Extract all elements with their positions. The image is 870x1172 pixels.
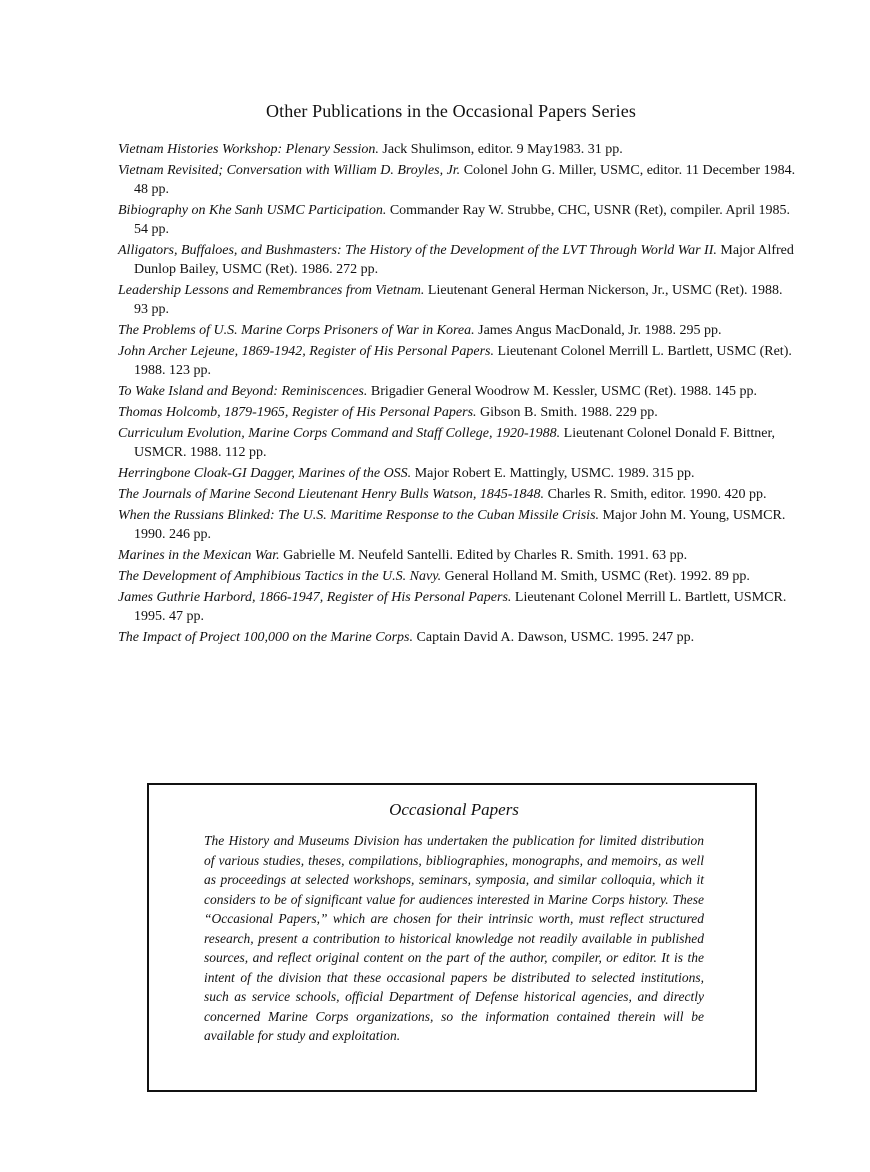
publication-entry: [118, 321, 798, 340]
publication-details: Charles R. Smith, editor. 1990. 420 pp.: [547, 487, 767, 502]
publication-entry: [118, 201, 798, 239]
publication-title: James Guthrie Harbord, 1866-1947, Register of His Personal Papers.: [118, 590, 512, 605]
publication-details: James Angus MacDonald, Jr. 1988. 295 pp.: [478, 323, 722, 338]
publication-entry: [118, 403, 798, 422]
publication-title: John Archer Lejeune, 1869-1942, Register of His Personal Papers.: [118, 344, 495, 359]
publication-details: Lieutenant General Herman Nickerson, Jr., USMC (Ret). 1988. 93 pp.: [134, 283, 783, 317]
occasional-papers-box: [147, 783, 757, 1092]
publication-entry: [118, 161, 798, 199]
publication-details: Jack Shulimson, editor. 9 May1983. 31 pp.: [382, 142, 623, 157]
publication-details: Lieutenant Colonel Merrill L. Bartlett, USMC (Ret). 1988. 123 pp.: [134, 344, 792, 378]
publication-entry: [118, 628, 798, 647]
publication-details: Gabrielle M. Neufeld Santelli. Edited by Charles R. Smith. 1991. 63 pp.: [283, 548, 688, 563]
publication-entry: [118, 140, 798, 159]
publication-details: Major John M. Young, USMCR. 1990. 246 pp.: [134, 508, 786, 542]
publication-entry: [118, 342, 798, 380]
publication-title: Thomas Holcomb, 1879-1965, Register of His Personal Papers.: [118, 405, 477, 420]
publication-title: Marines in the Mexican War.: [118, 548, 280, 563]
publication-title: The Development of Amphibious Tactics in the U.S. Navy.: [118, 569, 442, 584]
publication-title: Alligators, Buffaloes, and Bushmasters: The History of the Development of the LVT Through World War II.: [118, 243, 717, 258]
publication-entry: [118, 464, 798, 483]
publication-title: When the Russians Blinked: The U.S. Maritime Response to the Cuban Missile Crisis.: [118, 508, 600, 523]
publication-title: Leadership Lessons and Remembrances from Vietnam.: [118, 283, 425, 298]
publication-details: Captain David A. Dawson, USMC. 1995. 247 pp.: [416, 630, 695, 645]
box-title: Occasional Papers: [389, 800, 519, 819]
publication-entry: [118, 281, 798, 319]
publication-details: Brigadier General Woodrow M. Kessler, USMC (Ret). 1988. 145 pp.: [370, 384, 757, 399]
publication-details: Lieutenant Colonel Merrill L. Bartlett, USMCR. 1995. 47 pp.: [134, 590, 787, 624]
publication-entry: [118, 567, 798, 586]
publication-title: The Problems of U.S. Marine Corps Prisoners of War in Korea.: [118, 323, 475, 338]
publication-entry: [118, 485, 798, 504]
publication-title: The Journals of Marine Second Lieutenant Henry Bulls Watson, 1845-1848.: [118, 487, 545, 502]
publication-entry: [118, 424, 798, 462]
publication-details: General Holland M. Smith, USMC (Ret). 1992. 89 pp.: [444, 569, 750, 584]
publication-entry: [118, 588, 798, 626]
publication-title: The Impact of Project 100,000 on the Marine Corps.: [118, 630, 414, 645]
publication-details: Lieutenant Colonel Donald F. Bittner, USMCR. 1988. 112 pp.: [134, 426, 776, 460]
page-title: Other Publications in the Occasional Papers Series: [266, 101, 636, 121]
box-body: The History and Museums Division has undertaken the publication for limited distribution of various studies, theses, compilations, bibliographies, monographs, and memoirs, as well as proceedings at selected workshops, seminars, symposia, and similar colloquia, which it considers to be of significant value for audiences interested in Marine Corps history. These “Occasional Papers,” which are chosen for their intrinsic worth, must reflect structured research, present a contribution to historical knowledge not readily available in published sources, and reflect original content on the part of the author, compiler, or editor. It is the intent of the division that these occasional papers be distributed to selected institutions, such as service schools, official Department of Defense historical agencies, and directly concerned Marine Corps organizations, so the information contained therein will be available for study and exploitation.: [204, 833, 704, 1043]
publication-details: Major Alfred Dunlop Bailey, USMC (Ret). 1986. 272 pp.: [134, 243, 794, 277]
publication-title: To Wake Island and Beyond: Reminiscences.: [118, 384, 368, 399]
publication-entry: [118, 546, 798, 565]
publication-details: Commander Ray W. Strubbe, CHC, USNR (Ret), compiler. April 1985. 54 pp.: [134, 203, 790, 237]
publication-details: Gibson B. Smith. 1988. 229 pp.: [480, 405, 658, 420]
publication-details: Major Robert E. Mattingly, USMC. 1989. 315 pp.: [414, 466, 695, 481]
publication-title: Herringbone Cloak-GI Dagger, Marines of the OSS.: [118, 466, 412, 481]
publication-entry: [118, 382, 798, 401]
publication-list: [118, 140, 798, 649]
publication-entry: [118, 506, 798, 544]
publication-title: Vietnam Revisited; Conversation with William D. Broyles, Jr.: [118, 163, 461, 178]
publication-entry: [118, 241, 798, 279]
publication-details: Colonel John G. Miller, USMC, editor. 11 December 1984. 48 pp.: [134, 163, 796, 197]
publication-title: Curriculum Evolution, Marine Corps Command and Staff College, 1920-1988.: [118, 426, 561, 441]
publication-title: Bibiography on Khe Sanh USMC Participation.: [118, 203, 387, 218]
publication-title: Vietnam Histories Workshop: Plenary Session.: [118, 142, 379, 157]
